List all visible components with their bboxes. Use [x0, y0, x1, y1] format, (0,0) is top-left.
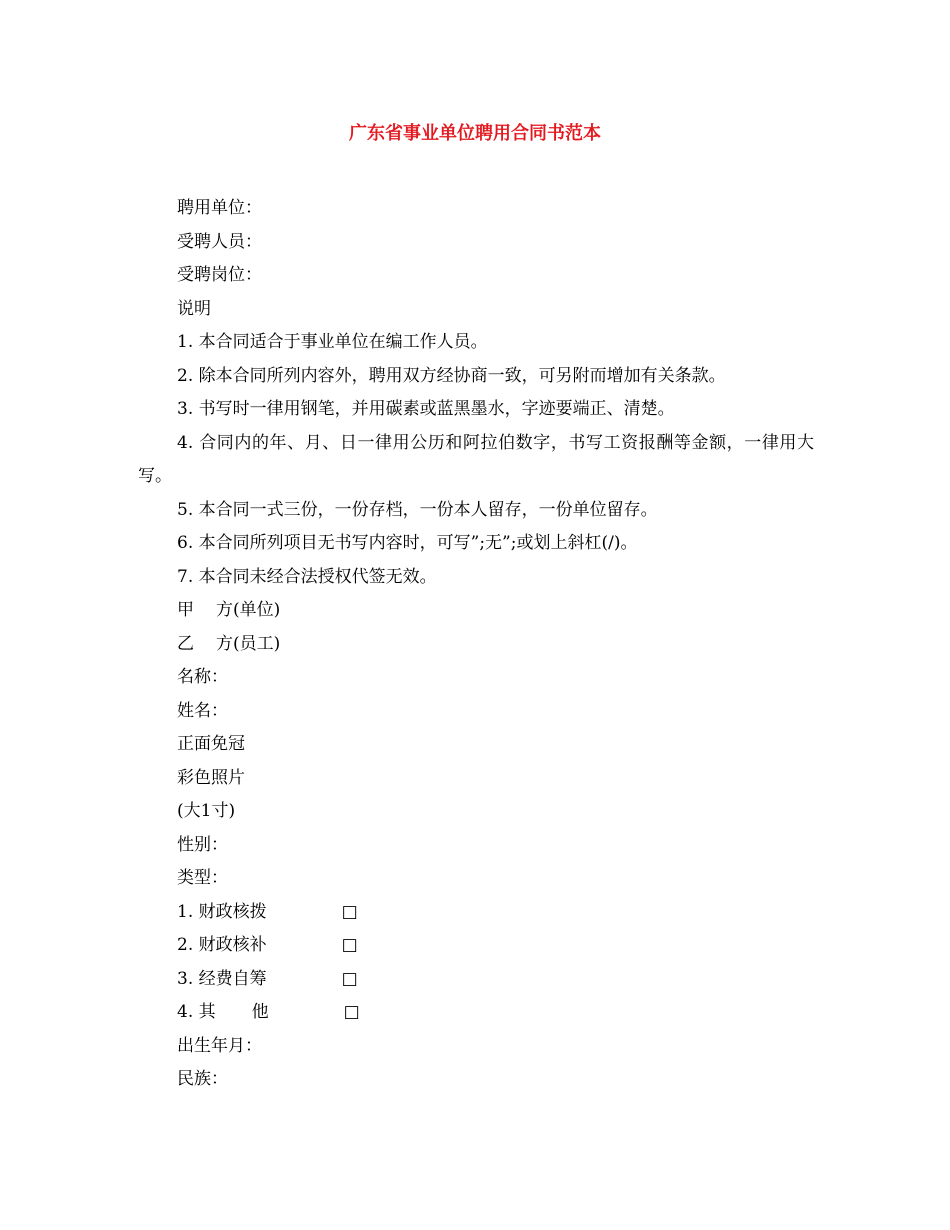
name-field-label: 名称： — [177, 667, 228, 687]
type-option-3 — [138, 963, 814, 997]
type-option-1 — [138, 896, 814, 930]
note-item-2: 2. 除本合同所列内容外，聘用双方经协商一致，可另附而增加有关条款。 — [177, 365, 726, 386]
type-option-label: 2. 财政核补 — [177, 935, 267, 955]
type-field-label: 类型： — [177, 868, 228, 888]
type-option-4 — [138, 996, 814, 1030]
note-item-4: 4. 合同内的年、月、日一律用公历和阿拉伯数字，书写工资报酬等金额，一律用大写。 — [138, 432, 814, 486]
party-a-char: 甲 — [177, 600, 194, 620]
document-title: 广东省事业单位聘用合同书范本 — [349, 123, 601, 144]
document-body — [138, 192, 814, 1097]
party-b-desc: 方(员工) — [216, 633, 281, 654]
party-a-label — [138, 594, 814, 628]
note-item-7: 7. 本合同未经合法授权代签无效。 — [177, 566, 437, 587]
party-b-char: 乙 — [177, 633, 194, 654]
photo-note-line-3: (大1寸) — [177, 801, 236, 821]
ethnicity-field-label: 民族： — [177, 1069, 228, 1089]
photo-note-line-1: 正面免冠 — [177, 734, 245, 754]
type-option-other-prefix: 4. 其 — [177, 1002, 216, 1022]
checkbox-icon[interactable]: □ — [343, 1002, 360, 1022]
birth-date-field-label: 出生年月： — [177, 1035, 262, 1056]
note-item-6: 6. 本合同所列项目无书写内容时，可写”;无”;或划上斜杠(/)。 — [177, 533, 638, 553]
person-name-field-label: 姓名： — [177, 700, 228, 721]
party-b-label — [138, 628, 814, 662]
position-field-label: 受聘岗位： — [177, 265, 262, 285]
gender-field-label: 性别： — [177, 834, 228, 855]
type-option-label: 3. 经费自筹 — [177, 968, 267, 989]
note-item-5: 5. 本合同一式三份，一份存档，一份本人留存，一份单位留存。 — [177, 499, 658, 520]
employee-field-label: 受聘人员： — [177, 231, 262, 252]
checkbox-icon[interactable]: □ — [341, 901, 358, 922]
type-option-other-suffix: 他 — [251, 1002, 269, 1022]
notes-heading: 说明 — [177, 298, 211, 319]
note-item-3: 3. 书写时一律用钢笔，并用碳素或蓝黑墨水，字迹要端正、清楚。 — [177, 399, 675, 419]
type-option-2 — [138, 929, 814, 963]
party-a-desc: 方(单位) — [216, 600, 281, 620]
photo-note-line-2: 彩色照片 — [177, 767, 245, 788]
checkbox-icon[interactable]: □ — [341, 968, 358, 989]
checkbox-icon[interactable]: □ — [341, 935, 358, 955]
type-option-label: 1. 财政核拨 — [177, 901, 267, 922]
employer-field-label: 聘用单位： — [177, 198, 262, 218]
note-item-1: 1. 本合同适合于事业单位在编工作人员。 — [177, 332, 488, 352]
